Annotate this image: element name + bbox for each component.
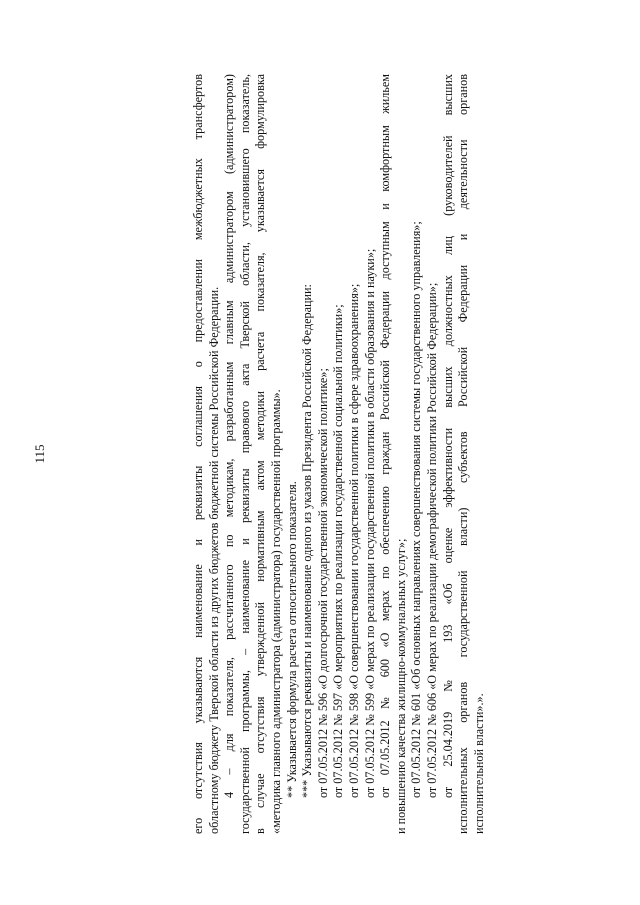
text-line: в случае отсутствия утвержденной нормативным актом методики расчета показателя, указывается формулировка	[253, 74, 268, 834]
text-line: от 07.05.2012 № 597 «О мероприятиях по реализации государственной социальной политики»;	[331, 304, 346, 798]
text-line: от 07.05.2012 № 598 «О совершенствовании государственной политики в сфере здравоохранения»;	[346, 283, 361, 798]
footnotes-text-block	[191, 74, 487, 834]
text-line: от 07.05.2012 № 599 «О мерах по реализации государственной политики в области образования и науки»;	[362, 248, 377, 798]
text-line: ** Указывается формула расчета относительного показателя.	[284, 481, 299, 798]
text-line: и повышению качества жилищно-коммунальных услуг»;	[393, 538, 408, 834]
text-line: от 25.04.2019 № 193 «Об оценке эффективности высших должностных лиц (руководителей высших	[440, 74, 455, 798]
text-line: «методика главного администратора (администратора) государственной программы».	[268, 389, 283, 834]
text-line: его отсутствия указываются наименование и реквизиты соглашения о предоставлении межбюджетных трансфертов	[190, 74, 205, 834]
text-line: государственной программы, – наименование и реквизиты правового акта Тверской области, установившего показатель,	[237, 74, 252, 834]
text-line: исполнительных органов государственной власти) субъектов Российской Федерации и деятельности органов	[455, 74, 470, 834]
text-line: исполнительной власти».».	[471, 693, 486, 834]
text-line: от 07.05.2012 № 601 «Об основных направлениях совершенствования системы государственного управления»;	[409, 221, 424, 798]
text-line: от 07.05.2012 № 596 «О долгосрочной государственной экономической политике»;	[315, 368, 330, 798]
text-line: 4 – для показателя, рассчитанного по методикам, разработанным главным администратором (администратором)	[222, 74, 237, 798]
page-number: 115	[32, 444, 47, 464]
text-line: от 07.05.2012 № 606 «О мерах по реализации демографической политики Российской Федерации»;	[424, 282, 439, 798]
text-line: от 07.05.2012 № 600 «О мерах по обеспечению граждан Российской Федерации доступным и комфортным жильем	[377, 74, 392, 798]
text-line: *** Указываются реквизиты и наименование одного из указов Президента Российской Федерации:	[300, 284, 315, 798]
text-line: областному бюджету Тверской области из других бюджетов бюджетной системы Российской Федерации.	[206, 286, 221, 834]
